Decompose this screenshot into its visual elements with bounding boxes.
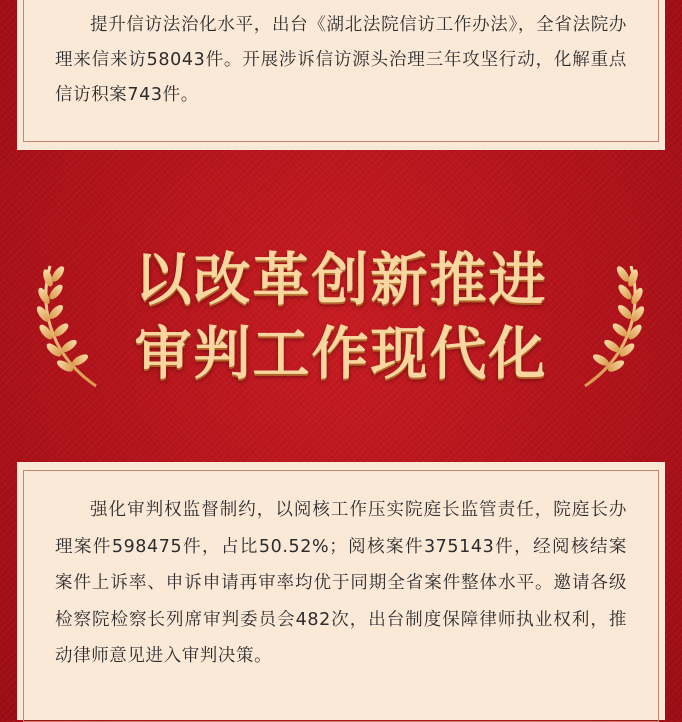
- top-text-card: [17, 0, 665, 150]
- top-paragraph: 提升信访法治化水平，出台《湖北法院信访工作办法》，全省法院办理来信来访58043件。开展涉诉信访源头治理三年攻坚行动，化解重点信访积案743件。: [55, 15, 627, 105]
- bottom-text-card: [17, 462, 665, 720]
- section-heading-line-2: 审判工作现代化: [134, 320, 548, 387]
- section-heading-line-1: 以改革创新推进: [134, 246, 548, 313]
- bottom-paragraph: 强化审判权监督制约，以阅核工作压实院庭长监管责任，院庭长办理案件598475件，占比50.52%；阅核案件375143件，经阅核结案案件上诉率、申诉申请再审率均优于同期全省案件整体水平。邀请各级检察院检察长列席审判委员会482次，出台制度保障律师执业权利，推动律师意见进入审判决策。: [55, 500, 627, 666]
